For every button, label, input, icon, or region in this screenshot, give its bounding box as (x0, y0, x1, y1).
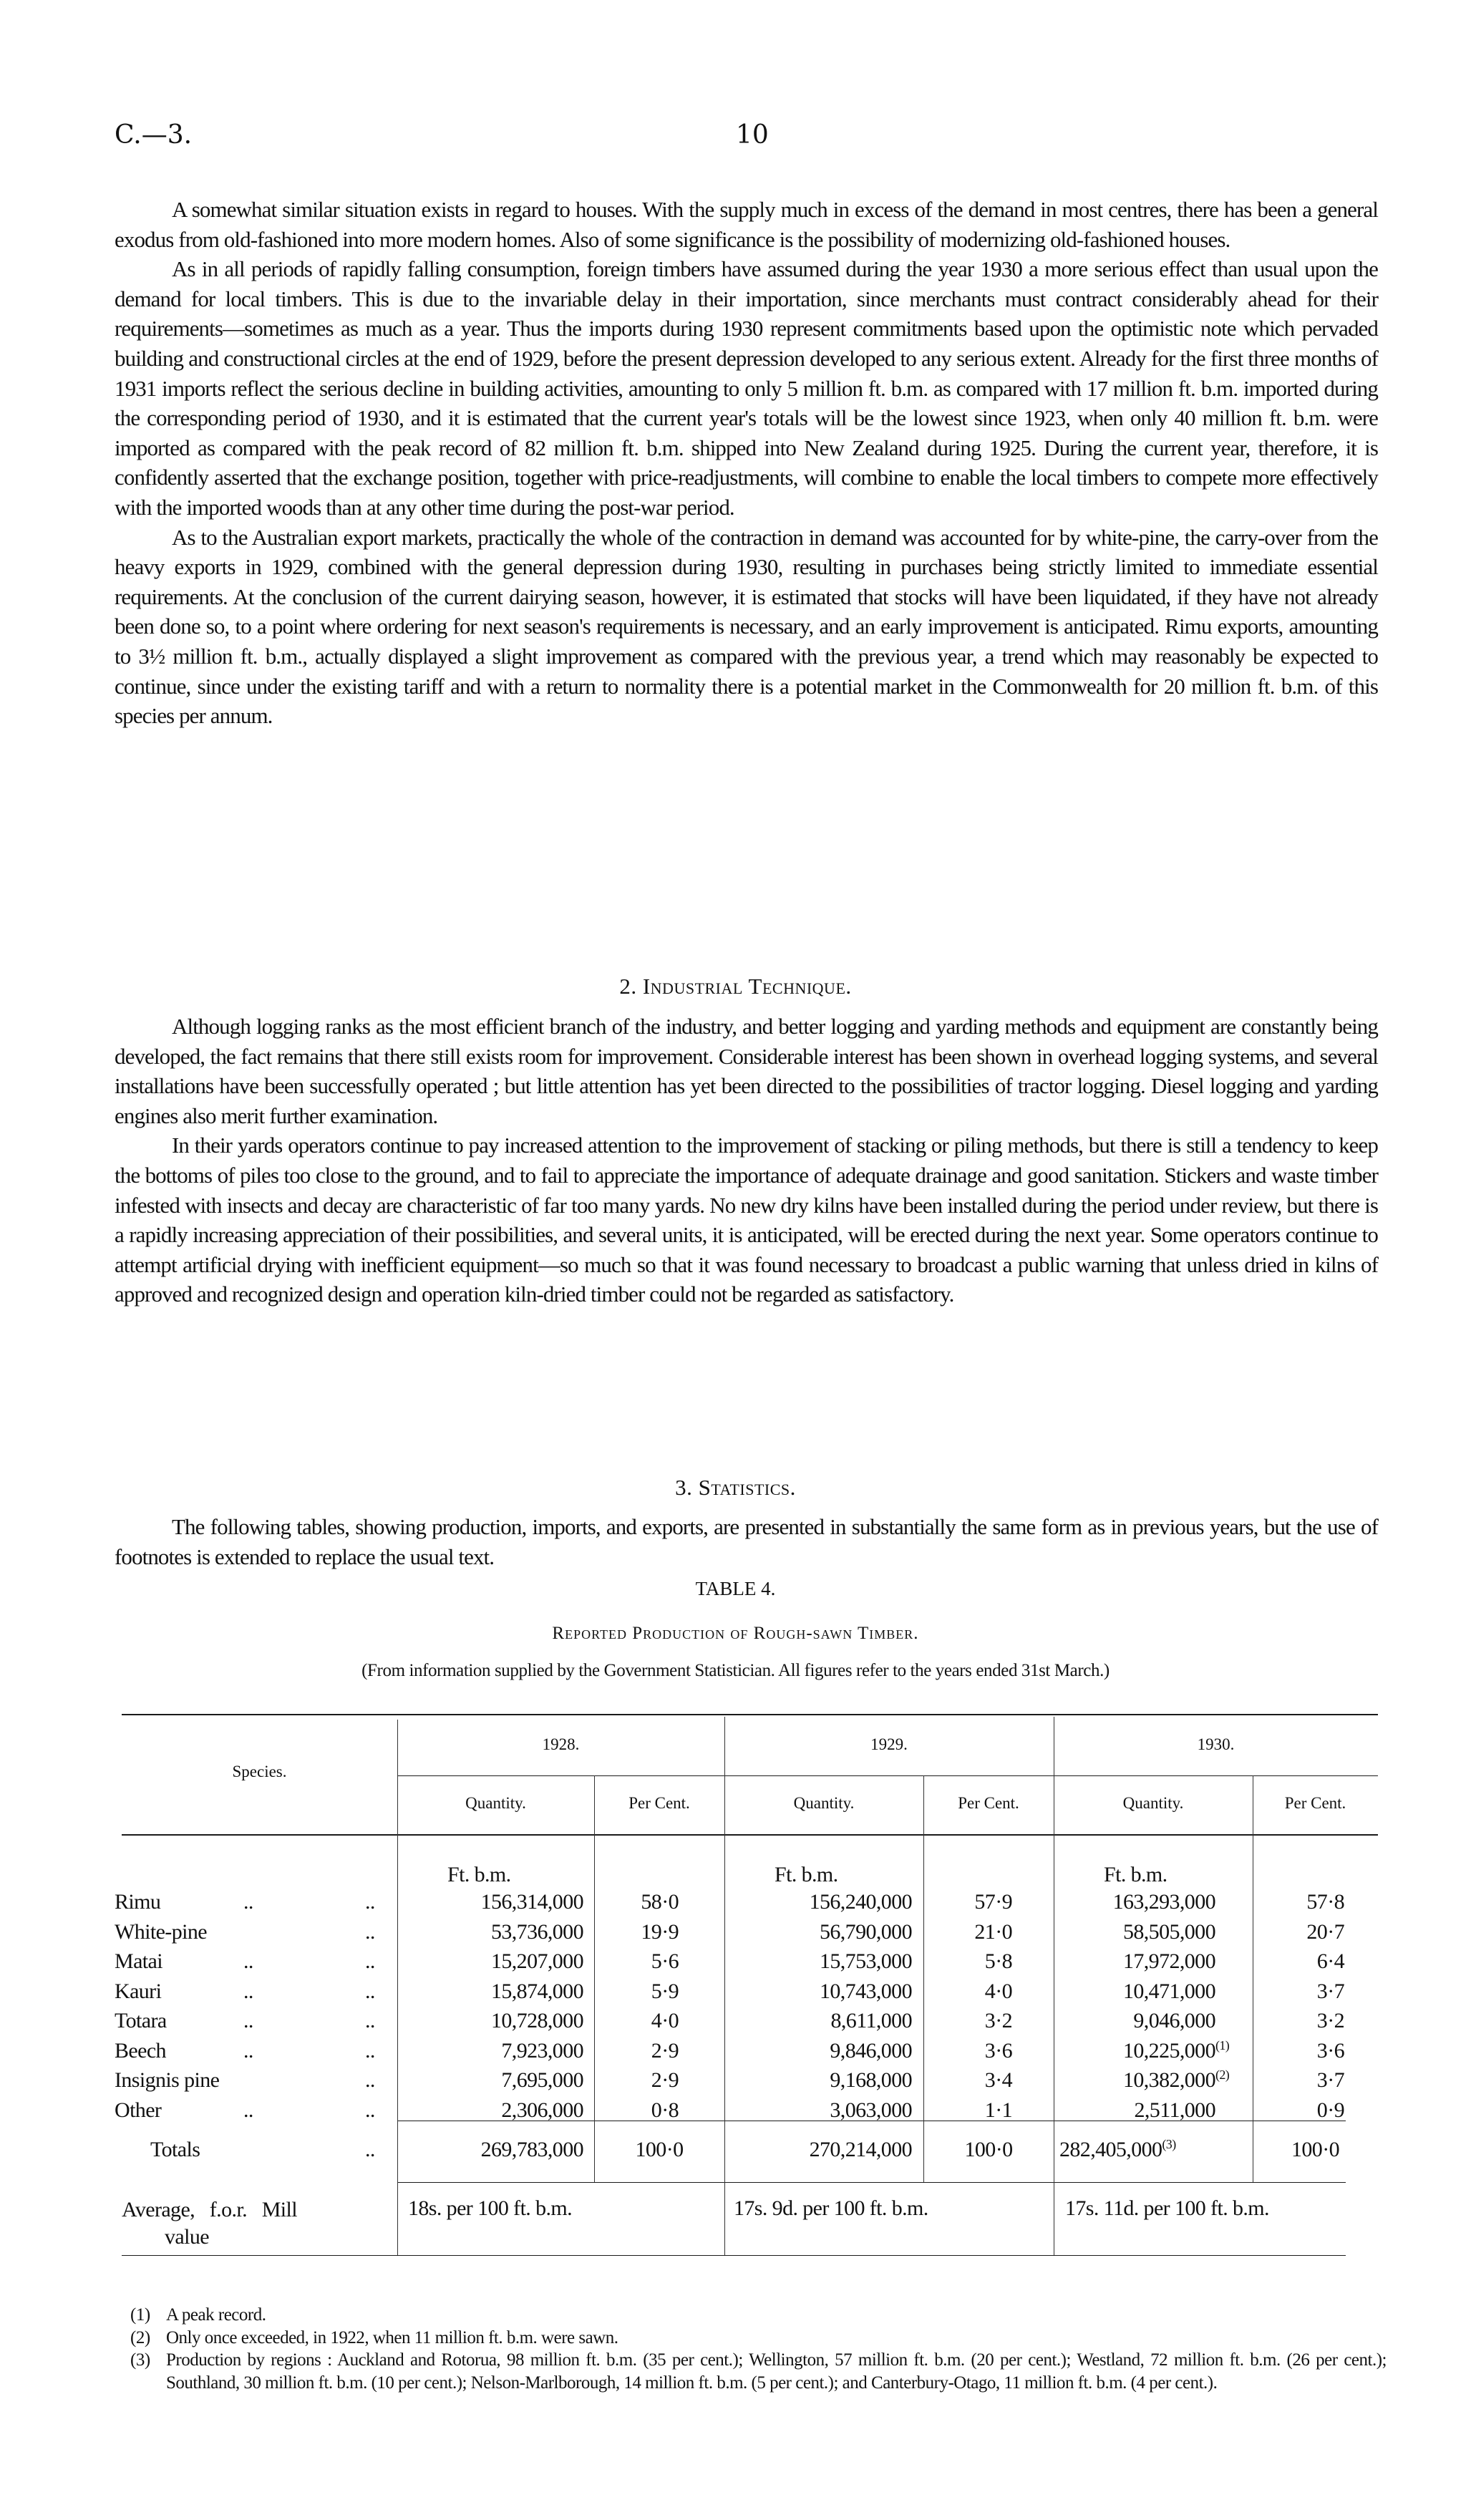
header-bottom-rule (122, 1834, 1378, 1836)
quantity-1928: 10,728,000 (490, 2009, 583, 2032)
year-header-1928: 1928. (542, 1735, 580, 1753)
quantity-1929: 8,611,000 (830, 2009, 912, 2032)
percent-1929: 21·0 (974, 1919, 1012, 1944)
species-name: Beech (115, 2038, 166, 2063)
percent-1930: 3·7 (1316, 1979, 1344, 2003)
production-table (115, 1714, 1385, 2249)
section-3-body (115, 1512, 1378, 1571)
table-footnotes (130, 2304, 1387, 2394)
percent-1930: 3·2 (1316, 2009, 1344, 2032)
percent-1929: 57·9 (974, 1890, 1012, 1914)
paragraph-logging: Although logging ranks as the most efficient branch of the industry, and better logging and yarding methods and equipment are constantly being developed, the fact remains that there still exists room for improvement. Considerable interest has been shown in overhead logging systems, and several installations have been successfully operated ; but little attention has yet been directed to the possibilities of tractor logging. Diesel logging and yarding engines also merit further examination. (115, 1014, 1378, 1128)
totals-quantity-1929: 270,214,000 (809, 2138, 912, 2161)
quantity-1928: 7,695,000 (501, 2068, 583, 2092)
percent-1929: 1·1 (984, 2098, 1012, 2122)
species-name: Kauri (115, 1979, 162, 2003)
quantity-1929: 15,753,000 (819, 1949, 912, 1973)
quantity-1929: 56,790,000 (819, 1919, 912, 1944)
percent-1930: 3·7 (1316, 2068, 1344, 2092)
species-name: White-pine (115, 1919, 207, 1944)
species-name: Insignis pine (115, 2068, 220, 2092)
table-title: Reported Production of Rough-sawn Timber. (552, 1624, 919, 1643)
quantity-1930: 17,972,000 (1122, 1949, 1215, 1973)
row-leader: .. (365, 2009, 375, 2032)
quantity-1928: 53,736,000 (490, 1919, 583, 1944)
quantity-1930: 10,471,000 (1122, 1979, 1215, 2003)
percent-1929: 3·6 (984, 2038, 1012, 2063)
table-label: TABLE 4. (695, 1578, 776, 1599)
quantity-1928: 156,314,000 (480, 1890, 583, 1914)
table-source-note: (From information supplied by the Government Statistician. All figures refer to the years ended 31st March.) (361, 1661, 1110, 1680)
unit-label-1930: Ft. b.m. (1104, 1863, 1167, 1886)
row-leader: .. (243, 1949, 253, 1973)
row-leader: .. (243, 2098, 253, 2122)
footnote-ref: (2) (1215, 2068, 1230, 2082)
footnote-ref-3: (3) (1162, 2137, 1176, 2151)
quantity-1929: 10,743,000 (819, 1979, 912, 2003)
totals-label: Totals (150, 2138, 200, 2161)
percent-1930: 0·9 (1316, 2098, 1344, 2122)
percent-1929: 3·4 (984, 2068, 1012, 2092)
row-leader: .. (365, 2038, 375, 2063)
percent-header-1929: Per Cent. (958, 1794, 1019, 1812)
row-leader: .. (365, 2098, 375, 2122)
row-leader: .. (365, 1979, 375, 2003)
quantity-1928: 15,207,000 (490, 1949, 583, 1973)
page-header (115, 120, 1378, 156)
percent-1928: 0·8 (651, 2098, 679, 2122)
paragraph-australian-exports: As to the Australian export markets, practically the whole of the contraction in demand was accounted for by white-pine, the carry-over from the heavy exports in 1929, combined with the general depression during 1930, resulting in purchases being strictly limited to immediate essential requirements. At the conclusion of the current dairying season, however, it is estimated that stocks will have been liquidated, if they have not already been done so, to a point where ordering for next season's requirements is necessary, and an early improvement is anticipated. Rimu exports, amounting to 3½ million ft. b.m., actually displayed a slight improvement as compared with the previous year, a trend which may reasonably be expected to continue, since under the existing tariff and with a return to normality there is a potential market in the Commonwealth for 20 million ft. b.m. of this species per annum. (115, 524, 1378, 729)
totals-percent-1930: 100·0 (1291, 2138, 1339, 2161)
totals-quantity-1928: 269,783,000 (480, 2138, 583, 2161)
page-number: 10 (736, 120, 769, 150)
year-header-1929: 1929. (870, 1735, 908, 1753)
row-leader: .. (365, 2068, 375, 2092)
quantity-1928: 2,306,000 (501, 2098, 583, 2122)
section-heading-industrial-technique: 2. Industrial Technique. (619, 974, 852, 999)
percent-1928: 58·0 (641, 1890, 679, 1914)
quantity-1930: 10,225,000$^{(1)}$ (1122, 2037, 1230, 2063)
quantity-header-1929: Quantity. (793, 1794, 855, 1812)
percent-1928: 4·0 (651, 2009, 679, 2032)
quantity-1930: 163,293,000 (1112, 1890, 1215, 1914)
quantity-1930: 58,505,000 (1122, 1919, 1215, 1944)
quantity-header-1930: Quantity. (1122, 1794, 1184, 1812)
species-header: Species. (232, 1763, 287, 1780)
section-2-body (115, 1012, 1378, 1309)
percent-1929: 5·8 (984, 1949, 1012, 1973)
paragraph-foreign-timbers: As in all periods of rapidly falling consumption, foreign timbers have assumed during the year 1930 a more serious effect than usual upon the demand for local timbers. This is due to the invariable delay in their importation, since merchants must contract considerably ahead for their requirements—sometimes as much as a year. Thus the imports during 1930 represent commitments based upon the optimistic note which pervaded building and constructional circles at the end of 1929, before the present depression developed to any serious extent. Already for the first three months of 1931 imports reflect the serious decline in building activities, amounting to only 5 million ft. b.m. as compared with 17 million ft. b.m. imported during the corresponding period of 1930, and it is estimated that the current year's totals will be the lowest since 1923, when only 40 million ft. b.m. were imported as compared with the peak record of 82 million ft. b.m. shipped into New Zealand during 1925. During the current year, therefore, it is confidently asserted that the exchange position, together with price-readjustments, will combine to enable the local timbers to compete more effectively with the imported woods than at any other time during the post-war period. (115, 256, 1378, 520)
quantity-1930: 9,046,000 (1133, 2009, 1215, 2032)
species-name: Matai (115, 1949, 162, 1973)
percent-1930: 3·6 (1316, 2038, 1344, 2063)
quantity-1930: 2,511,000 (1134, 2098, 1215, 2122)
table-top-rule (122, 1714, 1378, 1715)
quantity-1929: 9,846,000 (830, 2038, 912, 2063)
paragraph-statistics-intro: The following tables, showing production, imports, and exports, are presented in substantially the same form as in previous years, but the use of footnotes is extended to replace the usual text. (115, 1514, 1378, 1569)
row-leader: .. (243, 1979, 253, 2003)
quantity-1929: 3,063,000 (830, 2098, 912, 2122)
percent-1928: 19·9 (641, 1919, 679, 1944)
percent-1928: 2·9 (651, 2038, 679, 2063)
row-leader: .. (365, 1919, 375, 1944)
row-leader: .. (365, 1949, 375, 1973)
paragraph-houses: A somewhat similar situation exists in regard to houses. With the supply much in excess of the demand in most centres, there has been a general exodus from old-fashioned into more modern homes. Also of some significance is the possibility of modernizing old-fashioned houses. (115, 197, 1378, 252)
percent-1928: 5·6 (651, 1949, 679, 1973)
percent-1928: 5·9 (651, 1979, 679, 2003)
totals-percent-1928: 100·0 (635, 2138, 684, 2161)
species-name: Rimu (115, 1890, 161, 1914)
quantity-1929: 9,168,000 (830, 2068, 912, 2092)
continued-section-body (115, 195, 1378, 731)
average-value-1928: 18s. per 100 ft. b.m. (408, 2196, 573, 2220)
row-leader: .. (243, 2038, 253, 2063)
footnote-1: (1) A peak record. (130, 2305, 266, 2325)
unit-label-1928: Ft. b.m. (447, 1863, 511, 1886)
percent-1930: 20·7 (1306, 1919, 1344, 1944)
percent-1930: 6·4 (1316, 1949, 1344, 1973)
quantity-1929: 156,240,000 (809, 1890, 912, 1914)
percent-1929: 3·2 (984, 2009, 1012, 2032)
species-name: Totara (115, 2009, 167, 2032)
totals-bottom-rule (397, 2182, 1346, 2183)
percent-1928: 2·9 (651, 2068, 679, 2092)
row-leader: .. (365, 1890, 375, 1914)
paragraph-yards: In their yards operators continue to pay increased attention to the improvement of stacking or piling methods, but there is still a tendency to keep the bottoms of piles too close to the ground, and to fail to appreciate the importance of adequate drainage and good sanitation. Stickers and waste timber infested with insects and decay are characteristic of far too many yards. No new dry kilns have been installed during the period under review, but there is a rapidly increasing appreciation of their possibilities, and several units, it is anticipated, will be erected during the next year. Some operators continue to attempt artificial drying with inefficient equipment—so much so that it was found necessary to broadcast a public warning that unless dried in kilns of approved and recognized design and operation kiln-dried timber could not be regarded as satisfactory. (115, 1133, 1378, 1307)
section-heading-statistics: 3. Statistics. (675, 1475, 796, 1500)
document-reference: C.—3. (115, 120, 193, 150)
totals-leader: .. (365, 2138, 375, 2161)
percent-header-1930: Per Cent. (1284, 1794, 1346, 1812)
average-value-1929: 17s. 9d. per 100 ft. b.m. (734, 2196, 928, 2220)
year-header-1930: 1930. (1197, 1735, 1235, 1753)
totals-quantity-1930: 282,405,000$^{(3)}$ (1059, 2137, 1176, 2161)
quantity-1928: 15,874,000 (490, 1979, 583, 2003)
year-header-rule (397, 1775, 1378, 1776)
percent-header-1928: Per Cent. (628, 1794, 690, 1812)
percent-1929: 4·0 (984, 1979, 1012, 2003)
row-leader: .. (243, 2009, 253, 2032)
average-value-1930: 17s. 11d. per 100 ft. b.m. (1065, 2196, 1269, 2220)
average-label: Average, f.o.r. Mill value (122, 2198, 297, 2249)
quantity-1928: 7,923,000 (501, 2038, 583, 2063)
species-name: Other (115, 2098, 162, 2122)
row-leader: .. (243, 1890, 253, 1914)
footnote-3: (3) Production by regions : Auckland and Rotorua, 98 million ft. b.m. (35 per cent.); Wellington, 57 million ft. b.m. (20 per cent.); Westland, 72 million ft. b.m. (26 per cent.); Southland, 30 million ft. b.m. (10 per cent.); Nelson-Marlborough, 14 million ft. b.m. (5 per cent.); and Canterbury-Otago, 11 million ft. b.m. (4 per cent.). (130, 2350, 1387, 2393)
footnote-2: (2) Only once exceeded, in 1922, when 11 million ft. b.m. were sawn. (130, 2327, 618, 2347)
totals-percent-1929: 100·0 (964, 2138, 1013, 2161)
footnote-ref: (1) (1215, 2037, 1230, 2053)
unit-label-1929: Ft. b.m. (775, 1863, 838, 1886)
percent-1930: 57·8 (1306, 1890, 1344, 1914)
quantity-1930: 10,382,000$^{(2)}$ (1122, 2068, 1230, 2092)
table-bottom-rule (122, 2255, 1346, 2256)
quantity-header-1928: Quantity. (465, 1794, 526, 1812)
